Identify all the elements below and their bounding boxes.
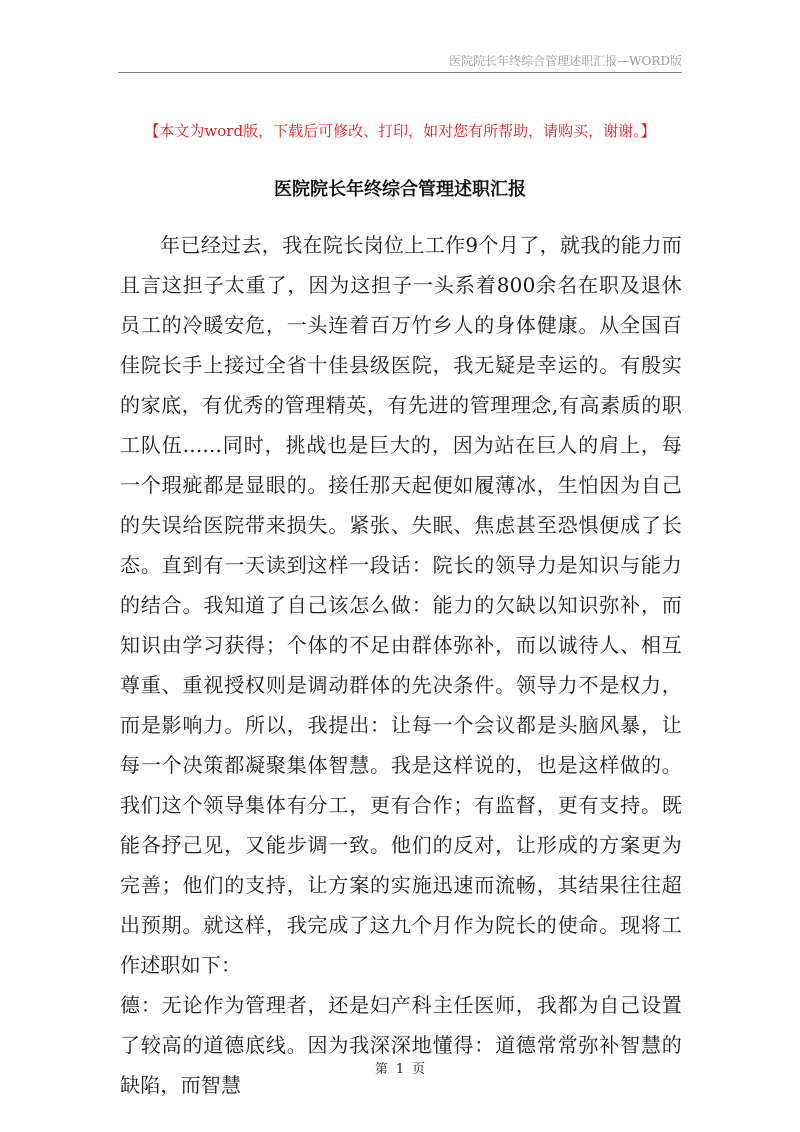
page-number: 1 [395,1062,405,1077]
page-footer [0,1058,800,1077]
running-header: 医院院长年终综合管理述职汇报—WORD版 [449,54,682,68]
download-notice: 【本文为word版，下载后可修改、打印，如对您有所帮助，请购买，谢谢。】 [144,122,656,140]
footer-prefix: 第 [374,1062,388,1077]
body-paragraph-virtue: 德：无论作为管理者，还是妇产科主任医师，我都为自己设置了较高的道德底线。因为我深深地懂得：道德常常弥补智慧的缺陷，而智慧 [120,993,682,1097]
header-divider [118,72,682,73]
document-body [120,225,682,1105]
body-paragraph-intro: 年已经过去，我在院长岗位上工作9个月了，就我的能力而且言这担子太重了，因为这担子一头系着800余名在职及退休员工的冷暖安危，一头连着百万竹乡人的身体健康。从全国百佳院长手上接过全省十佳县级医院，我无疑是幸运的。有殷实的家底，有优秀的管理精英，有先进的管理理念,有高素质的职工队伍......同时，挑战也是巨大的，因为站在巨人的肩上，每一个瑕疵都是显眼的。接任那天起便如履薄冰，生怕因为自己的失误给医院带来损失。紧张、失眠、焦虑甚至恐惧便成了长态。直到有一天读到这样一段话：院长的领导力是知识与能力的结合。我知道了自己该怎么做：能力的欠缺以知识弥补，而知识由学习获得；个体的不足由群体弥补，而以诚待人、相互尊重、重视授权则是调动群体的先决条件。领导力不是权力，而是影响力。所以，我提出：让每一个会议都是头脑风暴，让每一个决策都凝聚集体智慧。我是这样说的，也是这样做的。我们这个领导集体有分工，更有合作；有监督，更有支持。既能各抒己见，又能步调一致。他们的反对，让形成的方案更为完善；他们的支持，让方案的实施迅速而流畅，其结果往往超出预期。就这样，我完成了这九个月作为院长的使命。现将工作述职如下： [120,233,682,977]
footer-suffix: 页 [412,1062,426,1077]
document-title: 医院院长年终综合管理述职汇报 [274,179,526,200]
